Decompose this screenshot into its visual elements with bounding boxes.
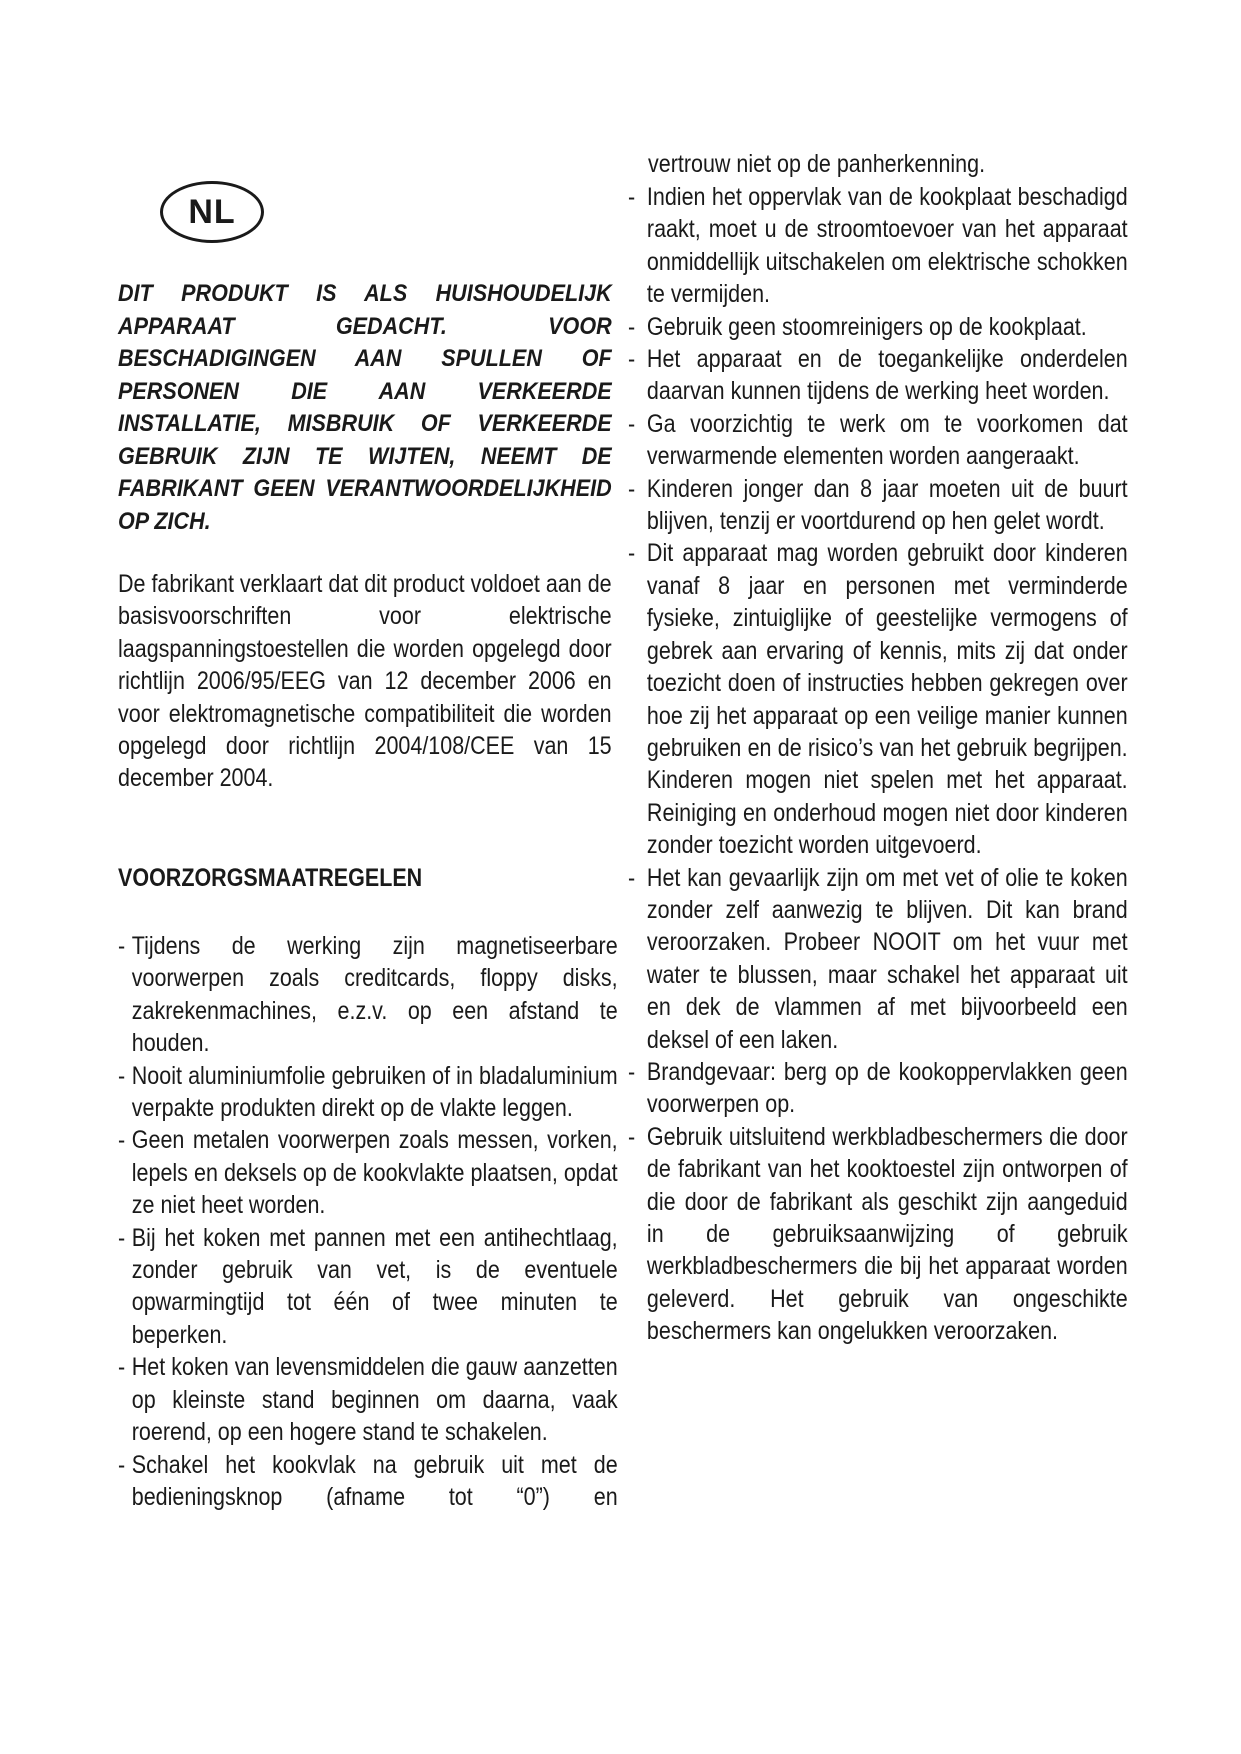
conformity-statement-text: De fabrikant verklaart dat dit product voldoet aan de basisvoorschriften voor elektrische laagspanningstoestellen die worden opgelegd door richtlijn 2006/95/EEG van 12 december 2006 en voor elektromagnetische compatibiliteit die worden opgelegd door richtlijn 2004/108/CEE van 15 december 2004.	[118, 570, 612, 793]
dash-bullet: -	[118, 1450, 126, 1479]
dash-bullet: -	[628, 474, 636, 503]
list-item-text: Nooit aluminiumfolie gebruiken of in bladaluminium verpakte produkten direkt op de vlakte leggen.	[131, 1061, 618, 1123]
dash-bullet: -	[628, 183, 636, 211]
continued-text-line: vertrouw niet op de panherkenning.	[648, 150, 986, 178]
precautions-list-left	[118, 930, 618, 1513]
continued-text	[648, 148, 1128, 180]
list-item-text: Tijdens de werking zijn magnetiseerbare voorwerpen zoals creditcards, floppy disks, zakrekenmachines, e.z.v. op een afstand te houden.	[131, 932, 618, 1058]
list-item	[628, 473, 1128, 538]
list-item	[118, 1060, 618, 1125]
list-item-text: Indien het oppervlak van de kookplaat beschadigd raakt, moet u de stroomtoevoer van het apparaat onmiddellijk uitschakelen om elektrische schokken te vermijden.	[646, 183, 1128, 309]
dash-bullet: -	[118, 1061, 126, 1090]
dash-bullet: -	[628, 1057, 636, 1086]
dash-bullet: -	[628, 345, 636, 374]
list-item-text: Het koken van levensmiddelen die gauw aanzetten op kleinste stand beginnen om daarna, vaak roerend, op een hogere stand te schakelen.	[131, 1353, 618, 1447]
list-item-text: Brandgevaar: berg op de kookoppervlakken geen voorwerpen op.	[646, 1057, 1128, 1119]
list-item-text: Ga voorzichtig te werk om te voorkomen dat verwarmende elementen worden aangeraakt.	[646, 409, 1128, 471]
dash-bullet: -	[628, 539, 636, 568]
dash-bullet: -	[118, 1126, 126, 1155]
list-item-text: Het kan gevaarlijk zijn om met vet of olie te koken zonder zelf aanwezig te blijven. Dit kan brand veroorzaken. Probeer NOOIT om het vuur met water te blussen, maar schakel het apparaat uit en dek de vlammen af met bijvoorbeeld een deksel of een laken.	[646, 863, 1128, 1054]
list-item-text: Geen metalen voorwerpen zoals messen, vorken, lepels en deksels op de kookvlakte plaatsen, opdat ze niet heet worden.	[131, 1126, 618, 1220]
section-heading: VOORZORGSMAATREGELEN	[118, 864, 423, 892]
dash-bullet: -	[628, 312, 636, 341]
list-item-text: Gebruik geen stoomreinigers op de kookplaat.	[646, 312, 1087, 341]
dash-bullet: -	[628, 1122, 636, 1151]
list-item	[628, 343, 1128, 408]
list-item-text: Schakel het kookvlak na gebruik uit met de bedieningsknop (afname tot “0”) en	[131, 1450, 618, 1511]
conformity-statement	[118, 568, 612, 795]
list-item-text: Bij het koken met pannen met een antihechtlaag, zonder gebruik van vet, is de eventuele opwarmingtijd tot één of twee minuten te beperken.	[131, 1223, 618, 1349]
list-item-text: Gebruik uitsluitend werkbladbeschermers die door de fabrikant van het kooktoestel zijn ontworpen of die door de fabrikant als geschikt zijn aangeduid in de gebruiksaanwijzing of gebruik werkbladbeschermers die bij het apparaat worden geleverd. Het gebruik van ongeschikte beschermers kan ongelukken veroorzaken.	[646, 1122, 1128, 1346]
dash-bullet: -	[118, 1223, 126, 1252]
list-item	[118, 1351, 618, 1448]
list-item	[118, 1449, 618, 1514]
dash-bullet: -	[118, 932, 126, 960]
liability-warning: DIT PRODUKT IS ALS HUISHOUDELIJK APPARAAT GEDACHT. VOOR BESCHADIGINGEN AAN SPULLEN OF PERSONEN DIE AAN VERKEERDE INSTALLATIE, MISBRUIK OF VERKEERDE GEBRUIK ZIJN TE WIJTEN, NEEMT DE FABRIKANT GEEN VERANTWOORDELIJKHEID OP ZICH.	[118, 280, 612, 535]
dash-bullet: -	[628, 409, 636, 438]
language-badge: NL	[160, 181, 264, 243]
list-item	[118, 930, 618, 1060]
list-item-text: Dit apparaat mag worden gebruikt door kinderen vanaf 8 jaar en personen met verminderde fysieke, zintuiglijke of geestelijke vermogens of gebrek aan ervaring of kennis, mits zij dat onder toezicht doen of instructies hebben gekregen over hoe zij het apparaat op een veilige manier kunnen gebruiken en de risico’s van het gebruik begrijpen. Kinderen mogen niet spelen met het apparaat. Reiniging en onderhoud mogen niet door kinderen zonder toezicht worden uitgevoerd.	[646, 539, 1128, 860]
list-item	[628, 408, 1128, 473]
precautions-list-right	[628, 181, 1128, 1348]
list-item	[628, 181, 1128, 311]
list-item	[628, 1056, 1128, 1121]
dash-bullet: -	[628, 863, 636, 892]
dash-bullet: -	[118, 1353, 126, 1382]
list-item	[628, 537, 1128, 861]
list-item	[628, 1121, 1128, 1348]
list-item	[118, 1222, 618, 1352]
list-item	[118, 1124, 618, 1221]
list-item-text: Kinderen jonger dan 8 jaar moeten uit de buurt blijven, tenzij er voortdurend op hen gelet wordt.	[646, 474, 1128, 536]
list-item	[628, 311, 1128, 343]
list-item-text: Het apparaat en de toegankelijke onderdelen daarvan kunnen tijdens de werking heet worden.	[646, 345, 1128, 406]
list-item	[628, 862, 1128, 1056]
